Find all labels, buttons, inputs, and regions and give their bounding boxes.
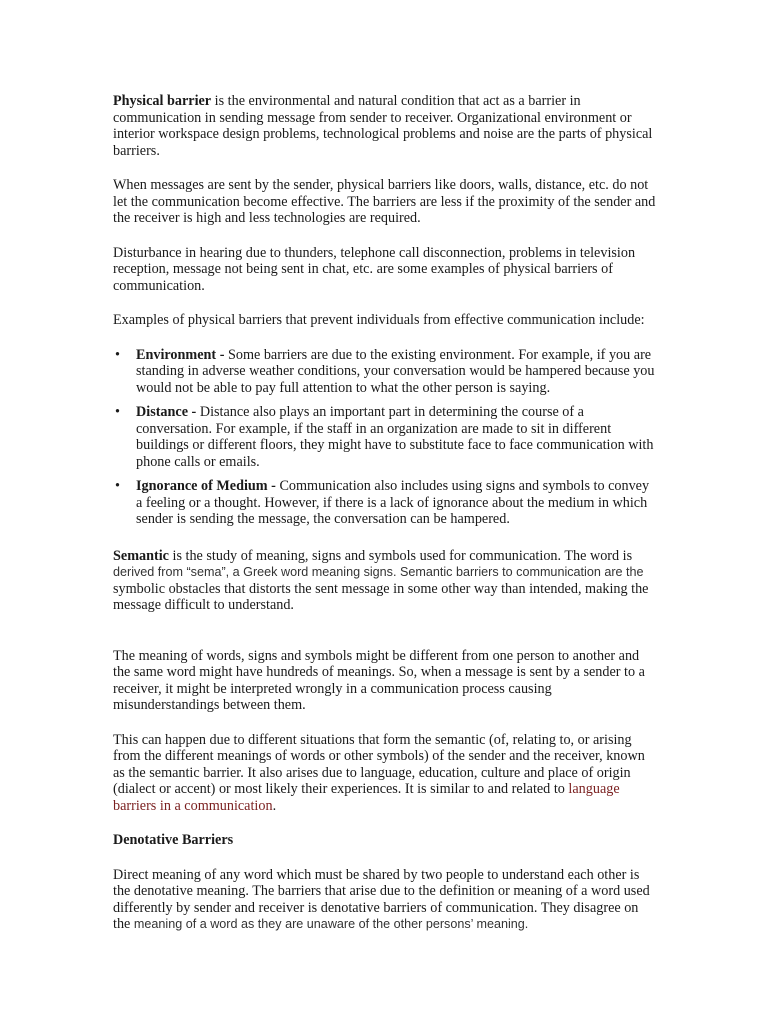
list-item-environment [113,347,658,397]
list-item-text: Distance also plays an important part in determining the course of a conversation. For example, if the staff in an organization are made to sit in different buildings or different floors, they might have to substitute face to face communication with phone calls or emails. [136,404,654,470]
paragraph-text: This can happen due to different situations that form the semantic (of, relating to, or arising from the different meanings of words or other symbols) of the sender and the receiver, known as the semantic barrier. It also arises due to language, education, culture and place of origin (dialect or accent) or most likely their experiences. It is similar to and related to [113,731,645,797]
list-item-term: Ignorance of Medium - [136,478,280,494]
document-body [113,93,658,933]
paragraph-semantic-situations [113,732,658,815]
paragraph-text: is the environmental and natural condition that act as a barrier in communication in sending message from sender to receiver. Organizational environment or interior workspace design problems, technological problems and noise are the parts of physical barriers. [113,93,653,159]
list-item-text: Communication also includes using signs and symbols to convey a feeling or a thought. However, if there is a lack of ignorance about the medium in which sender is sending the message, the conversation can be hampered. [136,478,650,527]
paragraph-physical-barrier-definition [113,93,658,159]
paragraph-text-sans: meaning of a word as they are unaware of the other persons’ meaning. [133,917,529,931]
paragraph-physical-barriers-examples: Disturbance in hearing due to thunders, telephone call disconnection, problems in television reception, message not being sent in chat, etc. are some examples of physical barriers of communication. [113,244,636,294]
paragraph-meaning-differences: The meaning of words, signs and symbols might be different from one person to another and the same word might have hundreds of meanings. So, when a message is sent by a sender to a receiver, it might be interpreted wrongly in a communication process causing misunderstandings between them. [113,647,645,713]
list-item-term: Environment - [136,346,228,363]
bullet-list-physical-barriers [113,347,658,528]
list-item-distance [113,404,658,470]
paragraph-text: . [272,797,277,814]
paragraph-denotative-meaning [113,867,658,933]
paragraph-text-sans: derived from “sema”, a Greek word meaning signs. Semantic barriers to communication are the [113,565,644,579]
list-item-term: Distance - [136,404,200,420]
paragraph-text: symbolic obstacles that distorts the sent message in some other way than intended, making the message difficult to understand. [113,580,649,613]
paragraph-examples-intro: Examples of physical barriers that prevent individuals from effective communication include: [113,312,645,328]
bullet-icon: • [115,478,120,494]
term-semantic: Semantic [113,547,169,564]
list-item-ignorance-of-medium [113,478,658,528]
term-physical-barrier: Physical barrier [113,93,212,109]
paragraph-semantic-definition [113,548,658,614]
paragraph-physical-barriers-effect: When messages are sent by the sender, physical barriers like doors, walls, distance, etc. do not let the communication become effective. The barriers are less if the proximity of the sender and the receiver is high and less technologies are required. [113,177,656,226]
paragraph-text: Direct meaning of any word which must be shared by two people to understand each other is the denotative meaning. The barriers that arise due to the definition or meaning of a word used differently by sender and receiver is denotative barriers of communication. They disagree on the [113,866,650,932]
list-item-text: Some barriers are due to the existing environment. For example, if you are standing in adverse weather conditions, your conversation would be hampered because you would not be able to pay full attention to what the other person is saying. [136,346,655,396]
paragraph-text: is the study of meaning, signs and symbols used for communication. The word is [168,547,633,564]
bullet-icon: • [115,404,120,420]
bullet-icon: • [115,346,120,363]
link-language-barriers[interactable]: language barriers in a communication [113,781,620,814]
heading-denotative-barriers: Denotative Barriers [113,832,234,848]
